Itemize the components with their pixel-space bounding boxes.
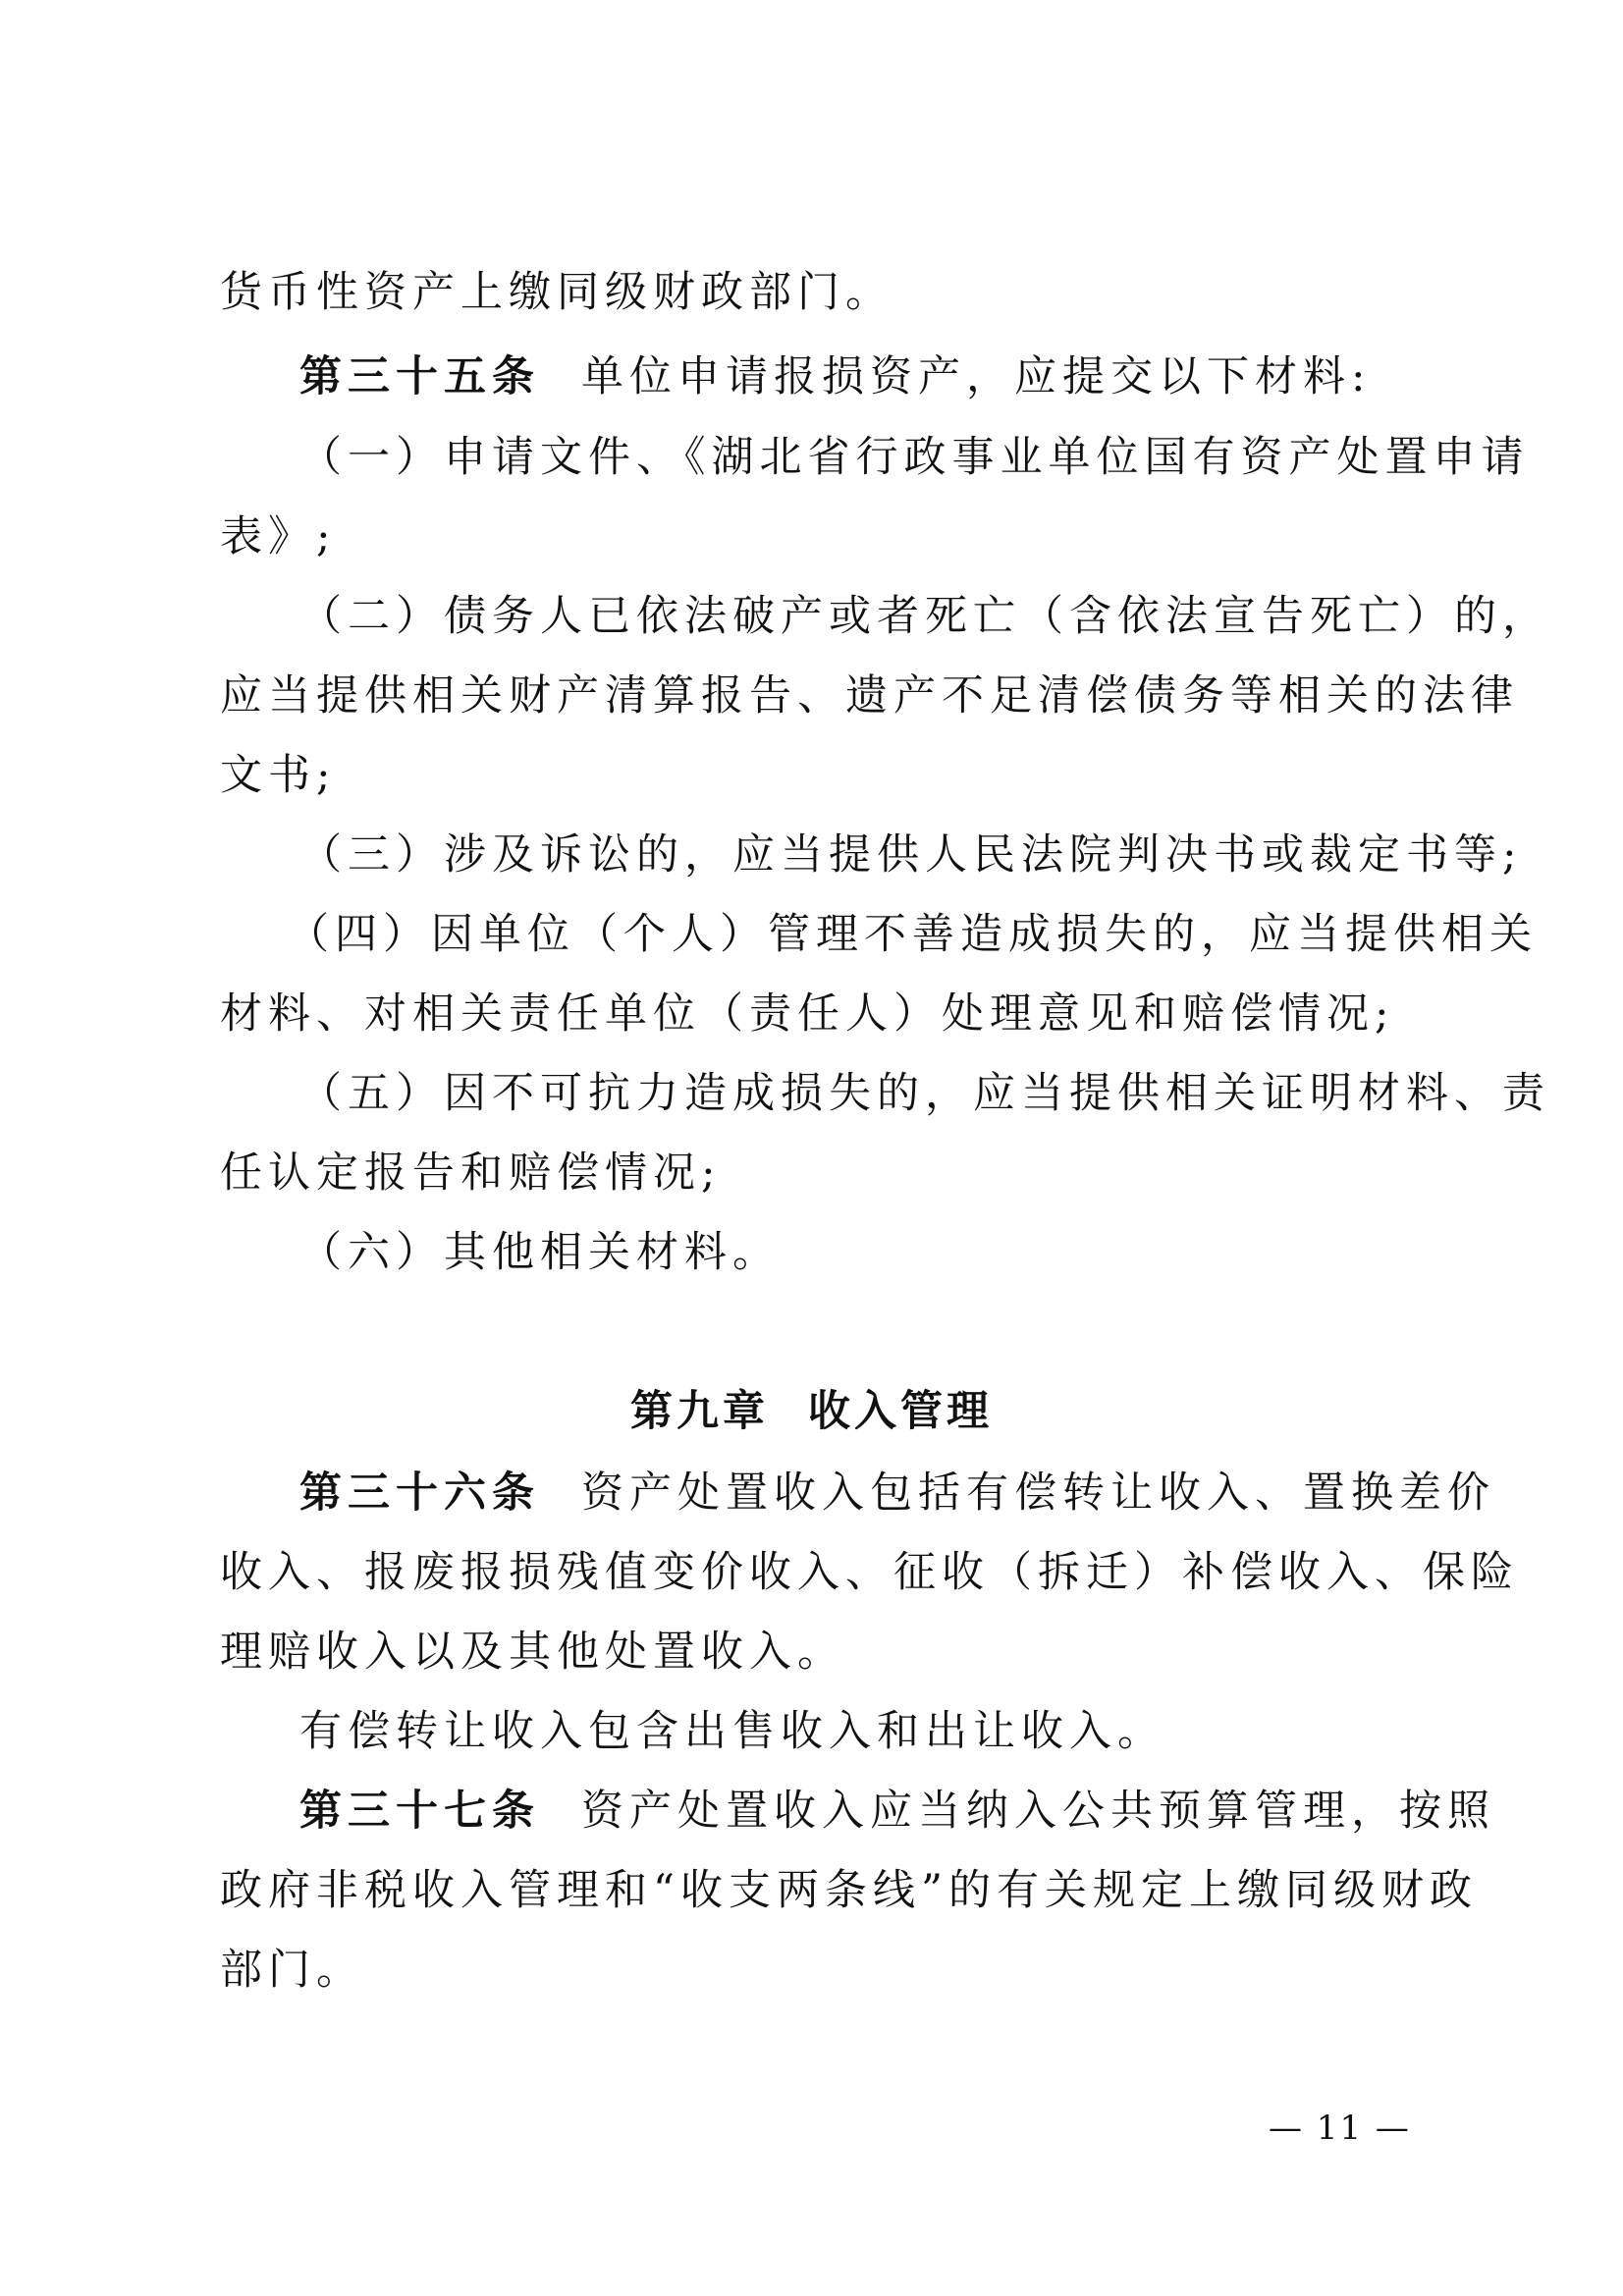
text-line: （一）申请文件、《湖北省行政事业单位国有资产处置申请 <box>299 433 1530 482</box>
text-line: 政府非税收入管理和“收支两条线”的有关规定上缴同级财政 <box>220 1866 1478 1915</box>
text-line: （二）债务人已依法破产或者死亡（含依法宣告死亡）的， <box>299 592 1550 641</box>
page-number: — 11 — <box>1269 2109 1411 2148</box>
text-line: 货币性资产上缴同级财政部门。 <box>220 268 893 317</box>
text-line: 部门。 <box>220 1946 364 1995</box>
article-35-text: 单位申请报损资产，应提交以下材料: <box>581 352 1372 401</box>
text-line: 材料、对相关责任单位（责任人）处理意见和赔偿情况; <box>220 989 1395 1039</box>
article-36-paragraph <box>299 1466 1495 1521</box>
text-line: 收入、报废报损残值变价收入、征收（拆迁）补偿收入、保险 <box>220 1548 1519 1597</box>
text-line: 表》; <box>220 512 337 561</box>
article-37-title: 第三十七条 <box>299 1787 540 1836</box>
article-35-title: 第三十五条 <box>299 352 540 401</box>
text-line: 文书; <box>220 751 337 800</box>
article-36-text: 资产处置收入包括有偿转让收入、置换差价 <box>581 1468 1495 1518</box>
article-35-paragraph <box>299 349 1372 404</box>
text-line: 有偿转让收入包含出售收入和出让收入。 <box>299 1707 1165 1756</box>
chapter-heading <box>0 1384 1623 1439</box>
text-line: （三）涉及诉讼的，应当提供人民法院判决书或裁定书等; <box>299 830 1523 880</box>
article-37-paragraph <box>299 1784 1495 1839</box>
text-line: （六）其他相关材料。 <box>299 1228 781 1277</box>
text-line: 应当提供相关财产清算报告、遗产不足清偿债务等相关的法律 <box>220 671 1519 721</box>
text-line: （四）因单位（个人）管理不善造成损失的，应当提供相关 <box>287 910 1538 959</box>
text-line: （五）因不可抗力造成损失的，应当提供相关证明材料、责 <box>299 1069 1550 1118</box>
chapter-number: 第九章 <box>630 1387 769 1436</box>
chapter-title: 收入管理 <box>808 1387 993 1436</box>
text-line: 任认定报告和赔偿情况; <box>220 1148 722 1198</box>
article-37-text: 资产处置收入应当纳入公共预算管理，按照 <box>581 1787 1495 1836</box>
article-36-title: 第三十六条 <box>299 1468 540 1518</box>
text-line: 理赔收入以及其他处置收入。 <box>220 1628 845 1677</box>
